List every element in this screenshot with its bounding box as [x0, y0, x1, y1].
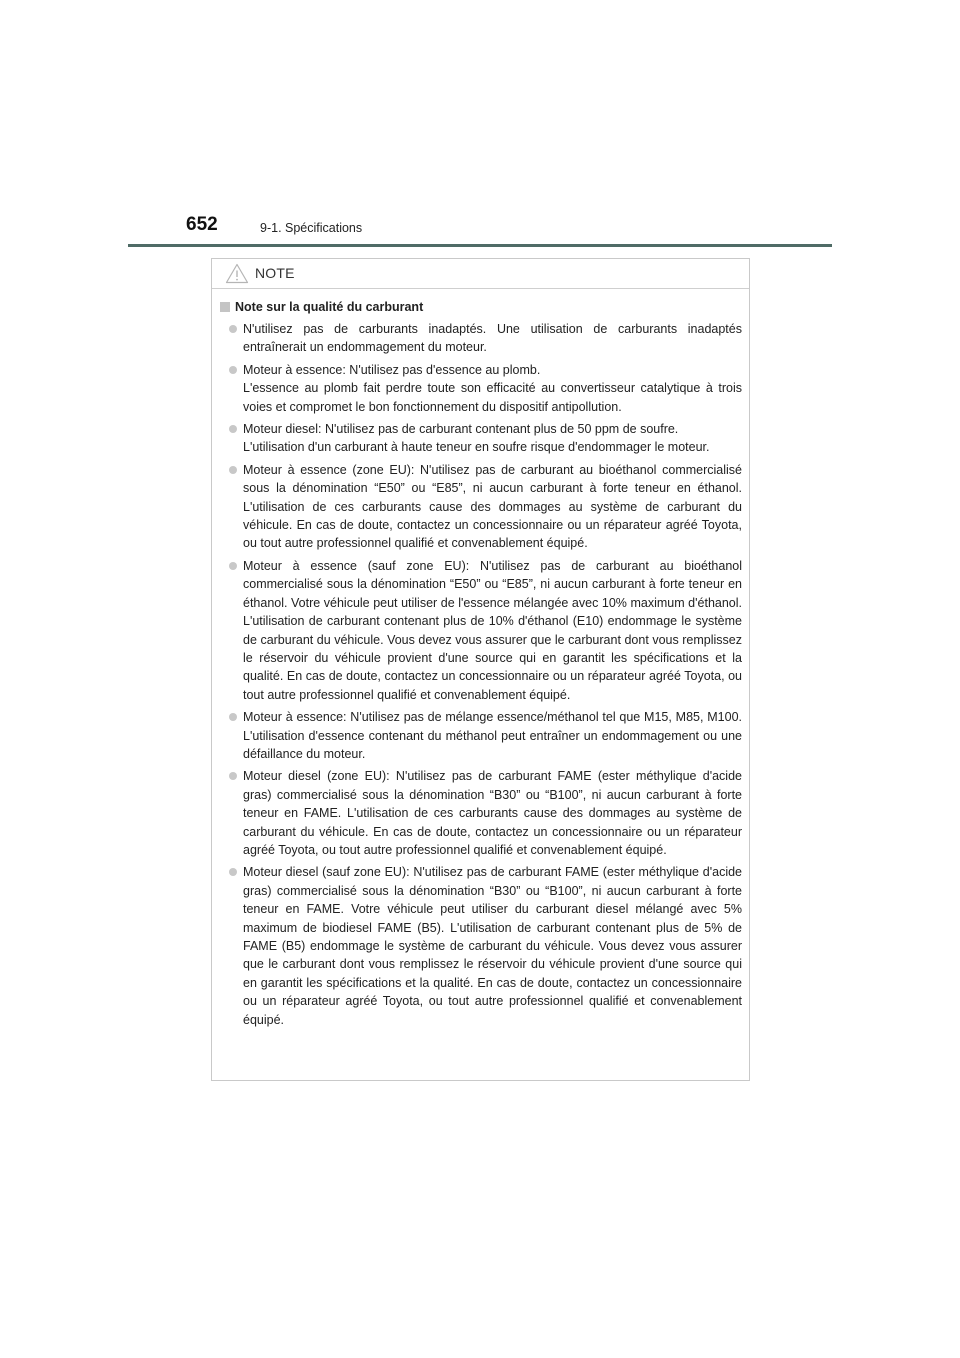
- bullet-dot-icon: [229, 366, 237, 374]
- page-header: [186, 214, 846, 244]
- list-item: [220, 320, 742, 357]
- list-item-text: Moteur diesel (zone EU): N'utilisez pas de carburant FAME (ester méthylique d'acide gras) commercialisé sous la dénomination “B30” ou “B100”, ni aucun carburant à forte teneur en FAME. L'utilisation de ces carburants cause des dommages au système de carburant du véhicule. En cas de doute, contactez un concessionnaire ou un réparateur agréé Toyota, ou tout autre professionnel qualifié et convenablement équipé.: [243, 769, 742, 857]
- bullet-dot-icon: [229, 562, 237, 570]
- list-item-text: Moteur à essence: N'utilisez pas d'essence au plomb.: [243, 362, 541, 377]
- list-item-text: Moteur à essence: N'utilisez pas de mélange essence/méthanol tel que M15, M85, M100. L'utilisation d'essence contenant du méthanol peut entraîner un endommagement ou une défaillance du moteur.: [243, 710, 742, 761]
- warning-triangle-icon: [225, 263, 249, 284]
- list-item-text: Moteur à essence (sauf zone EU): N'utilisez pas de carburant au bioéthanol commercialisé sous la dénomination “E50” ou “E85”, ni aucun carburant à forte teneur en éthanol. Votre véhicule peut utiliser de l'essence mélangée avec 10% maximum d'éthanol. L'utilisation de carburant contenant plus de 10% d'éthanol (E10) endommage le système de carburant du véhicule. Vous devez vous assurer que le carburant dont vous remplissez le réservoir du véhicule provient d'une source qui en garantit les spécifications et la qualité. En cas de doute, contactez un concessionnaire ou un réparateur agréé Toyota, ou tout autre professionnel qualifié et convenablement équipé.: [243, 558, 742, 702]
- bullet-dot-icon: [229, 425, 237, 433]
- list-item-text: Moteur diesel (sauf zone EU): N'utilisez pas de carburant FAME (ester méthylique d'acide gras) commercialisé sous la dénomination “B30” ou “B100”, ni aucun carburant à forte teneur en FAME. Votre véhicule peut utiliser du carburant diesel mélangé avec 5% maximum de biodiesel FAME (B5). L'utilisation de carburant contenant plus de 5% de FAME (B5) endommage le système de carburant du véhicule. Vous devez vous assurer que le carburant dont vous remplissez le réservoir du véhicule provient d'une source qui en garantit les spécifications et la qualité. En cas de doute, contactez un concessionnaire ou un réparateur agréé Toyota, ou tout autre professionnel qualifié et convenablement équipé.: [243, 865, 742, 1027]
- list-item: [220, 420, 742, 457]
- list-item: [220, 361, 742, 416]
- section-title: 9-1. Spécifications: [260, 221, 363, 235]
- bullet-dot-icon: [229, 868, 237, 876]
- note-label: NOTE: [255, 265, 295, 281]
- bullet-dot-icon: [229, 466, 237, 474]
- list-item-text: Moteur diesel: N'utilisez pas de carburant contenant plus de 50 ppm de soufre.: [243, 422, 679, 437]
- note-content: [212, 289, 749, 1029]
- list-item: [220, 708, 742, 763]
- page-number: 652: [186, 214, 218, 235]
- square-bullet-icon: [220, 302, 230, 312]
- bullet-dot-icon: [229, 325, 237, 333]
- list-item-text: Moteur à essence (zone EU): N'utilisez pas de carburant au bioéthanol commercialisé sous la dénomination “E50” ou “E85”, ni aucun carburant à forte teneur en éthanol. L'utilisation de ces carburants cause des dommages au système de carburant du véhicule. En cas de doute, contactez un concessionnaire ou un réparateur agréé Toyota, ou tout autre professionnel qualifié et convenablement équipé.: [243, 462, 742, 551]
- note-heading-text: Note sur la qualité du carburant: [235, 300, 424, 314]
- list-item: [220, 767, 742, 859]
- list-item-detail: L'utilisation d'un carburant à haute teneur en soufre risque d'endommager le moteur.: [243, 440, 710, 455]
- bullet-dot-icon: [229, 713, 237, 721]
- list-item: [220, 557, 742, 704]
- note-header: [212, 259, 749, 289]
- list-item-text: N'utilisez pas de carburants inadaptés. Une utilisation de carburants inadaptés entraînerait un endommagement du moteur.: [243, 322, 742, 355]
- note-box: [211, 258, 750, 1081]
- list-item: [220, 461, 742, 553]
- note-subheading: [220, 298, 742, 316]
- list-item-detail: L'essence au plomb fait perdre toute son efficacité au convertisseur catalytique à trois voies et compromet le bon fonctionnement du dispositif antipollution.: [243, 381, 742, 414]
- bullet-dot-icon: [229, 772, 237, 780]
- list-item: [220, 863, 742, 1029]
- bullet-list: [220, 320, 742, 1029]
- header-rule: [128, 244, 832, 247]
